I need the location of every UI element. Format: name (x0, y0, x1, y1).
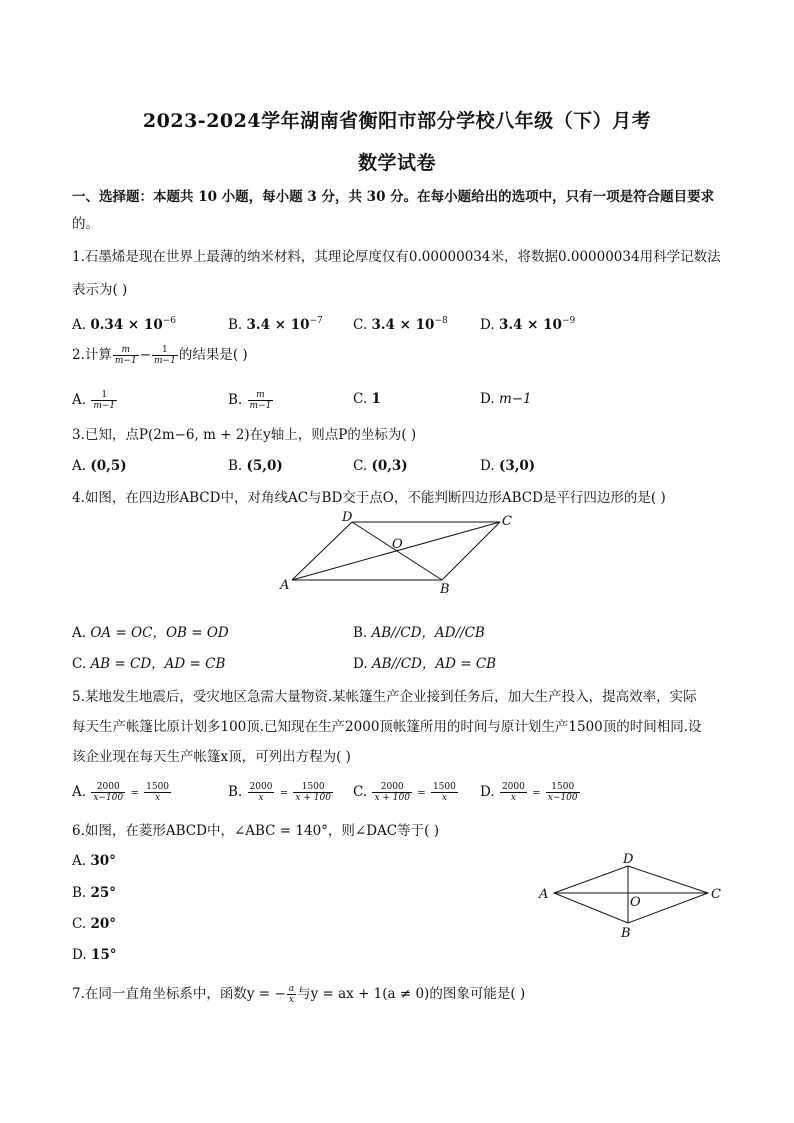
q4-parallelogram-figure (270, 505, 530, 600)
q6-label-c: C (711, 887, 721, 902)
q5-stem-line1: 5.某地发生地震后，受灾地区急需大量物资.某帐篷生产企业接到任务后，加大生产投入，提高效率，实际 (72, 689, 697, 705)
q4-label-o: O (392, 537, 403, 552)
q2-stem: 2.计算 $\frac{m}{m-1}$ − $\frac{1}{m-1}$ 的结果是( ) (72, 345, 248, 366)
q7-stem: 7.在同一直角坐标系中，函数y = − $\frac{a}{x}$ 与y = ax + 1(a ≠ 0)的图象可能是( ) (72, 984, 526, 1005)
q4-option-d[interactable]: D. AB//CD，AD = CB (353, 656, 497, 672)
page-subtitle: 数学试卷 (357, 152, 436, 174)
q6-stem: 6.如图，在菱形ABCD中，∠ABC = 140°，则∠DAC等于( ) (72, 823, 439, 839)
q2-option-b[interactable]: B. $\frac{m}{m-1}$ (228, 390, 272, 411)
q2-option-a[interactable]: A. $\frac{1}{m-1}$ (72, 390, 116, 411)
q2-option-c[interactable]: C. 1 (353, 391, 381, 407)
q1-stem-line1: 1.石墨烯是现在世界上最薄的纳米材料，其理论厚度仅有0.00000034米，将数据0.00000034用科学记数法 (72, 249, 721, 265)
q5-option-d[interactable]: D. $\frac{2000}{x}$ = $\frac{1500}{x-100}$ (480, 782, 578, 803)
q4-side-bc (442, 522, 500, 580)
q6-option-b[interactable]: B. 25° (72, 885, 117, 901)
q4-label-c: C (502, 514, 512, 529)
q4-option-c[interactable]: C. AB = CD，AD = CB (72, 656, 226, 672)
q5-option-b[interactable]: B. $\frac{2000}{x}$ = $\frac{1500}{x + 100}$ (228, 782, 331, 803)
q3-stem: 3.已知，点P(2m−6, m + 2)在y轴上，则点P的坐标为( ) (72, 427, 417, 443)
q4-stem: 4.如图，在四边形ABCD中，对角线AC与BD交于点O，不能判断四边形ABCD是平行四边形的是( ) (72, 490, 666, 506)
q5-option-c[interactable]: C. $\frac{2000}{x + 100}$ = $\frac{1500}{x}$ (353, 782, 456, 803)
q1-option-c[interactable]: C. $3.4 \times 10^{-8}$ (353, 316, 448, 333)
q6-label-b: B (621, 926, 631, 941)
section-instructions-line1: 一、选择题：本题共 10 小题，每小题 3 分，共 30 分。在每小题给出的选项中，只有一项是符合题目要求 (72, 189, 715, 205)
page-title: 2023-2024学年湖南省衡阳市部分学校八年级（下）月考 (142, 110, 652, 132)
q1-option-d[interactable]: D. $3.4 \times 10^{-9}$ (480, 316, 576, 333)
q2-option-d[interactable]: D. m−1 (480, 391, 532, 407)
q5-stem-line2: 每天生产帐篷比原计划多100顶.已知现在生产2000顶帐篷所用的时间与原计划生产1500顶的时间相同.设 (72, 719, 702, 735)
q6-option-d[interactable]: D. 15° (72, 947, 117, 963)
q6-option-a[interactable]: A. 30° (72, 853, 116, 869)
q4-option-b[interactable]: B. AB//CD，AD//CB (353, 625, 485, 641)
q4-label-a: A (280, 578, 290, 593)
q3-option-c[interactable]: C. (0,3) (353, 458, 408, 474)
q3-option-b[interactable]: B. (5,0) (228, 458, 283, 474)
section-instructions-line2: 的。 (72, 216, 99, 232)
q3-option-a[interactable]: A. (0,5) (72, 458, 127, 474)
q6-label-o: O (630, 895, 641, 910)
q4-label-d: D (342, 510, 353, 525)
q1-option-a[interactable]: A. $0.34 \times 10^{-6}$ (72, 316, 177, 333)
q6-rhombus-figure (530, 848, 730, 943)
q4-option-a[interactable]: A. OA = OC，OB = OD (72, 625, 229, 641)
q3-option-d[interactable]: D. (3,0) (480, 458, 536, 474)
q6-label-d: D (623, 852, 634, 867)
q5-stem-line3: 该企业现在每天生产帐篷x顶，可列出方程为( ) (72, 749, 351, 765)
q4-label-b: B (440, 582, 450, 597)
q1-stem-line2: 表示为( ) (72, 282, 128, 298)
q1-option-b[interactable]: B. $3.4 \times 10^{-7}$ (228, 316, 323, 333)
q6-option-c[interactable]: C. 20° (72, 916, 116, 932)
q5-option-a[interactable]: A. $\frac{2000}{x-100}$ = $\frac{1500}{x}$ (72, 782, 170, 803)
q6-label-a: A (539, 887, 549, 902)
